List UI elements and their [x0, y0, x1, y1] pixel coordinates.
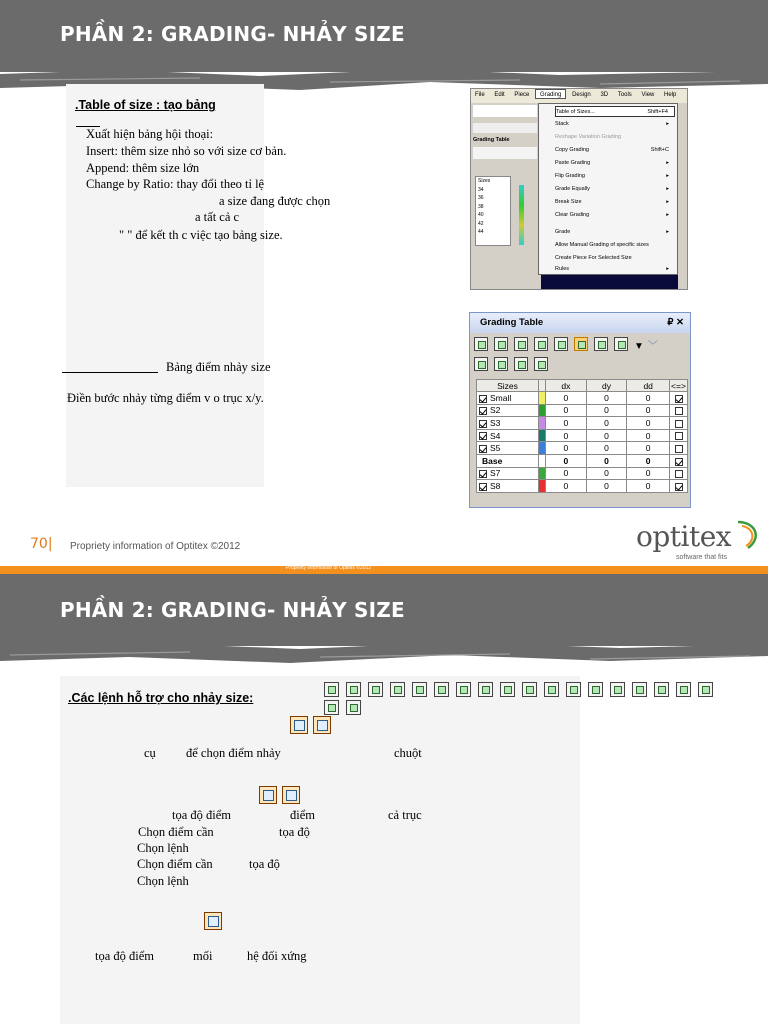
text-line: a size đang được chọn — [219, 194, 331, 208]
submenu-arrow-icon: ▸ — [666, 199, 669, 205]
grading-table — [476, 379, 688, 493]
text-line: Insert: thêm size nhỏ so với size cơ bản. — [86, 144, 287, 158]
edit-grading-icon[interactable] — [494, 357, 508, 371]
size-list-item[interactable]: 40 — [478, 212, 484, 218]
value-cell-dy[interactable]: 0 — [586, 392, 627, 405]
size-checkbox[interactable] — [479, 420, 487, 428]
section-heading: .Table of size : tạo bảng — [75, 98, 216, 112]
text-line: để chọn điểm nhảy — [186, 746, 281, 760]
menu-grading[interactable]: Grading — [535, 89, 566, 99]
text-line: " " để kết th c việc tạo bảng size. — [119, 228, 283, 242]
menu-help[interactable]: Help — [664, 92, 677, 98]
size-list-item[interactable]: 44 — [478, 229, 484, 235]
next-point-button-icon[interactable] — [313, 716, 331, 734]
tool-icon-8[interactable] — [478, 682, 493, 697]
brush-stroke-decoration — [0, 634, 768, 666]
toolbar-row — [473, 147, 537, 159]
symmetry-checkbox[interactable] — [675, 470, 683, 478]
size-checkbox[interactable] — [479, 470, 487, 478]
column-header-sizes: Sizes — [477, 380, 539, 392]
page-number-separator: | — [47, 536, 53, 552]
value-cell-dx[interactable]: 0 — [546, 392, 587, 405]
footer-copyright: Propriety information of Optitex ©2012 — [70, 541, 241, 552]
copy-grading-icon[interactable] — [494, 337, 508, 351]
menu-item-grade[interactable] — [555, 227, 675, 238]
tool-icon-11[interactable] — [544, 682, 559, 697]
size-name-cell[interactable] — [477, 467, 539, 480]
value-cell-dd[interactable]: 0 — [627, 454, 670, 467]
tool-icon-4[interactable] — [390, 682, 405, 697]
text-line: cả trục — [388, 808, 422, 822]
submenu-arrow-icon: ▸ — [666, 121, 669, 127]
page-title: PHẦN 2: GRADING- NHẢY SIZE — [60, 598, 405, 622]
menu-item-table-of-sizes[interactable] — [555, 106, 675, 117]
size-color-swatch — [539, 454, 546, 467]
logo-swoosh-icon — [734, 516, 762, 552]
page-number-value: 70 — [30, 536, 48, 552]
size-name-cell[interactable] — [477, 442, 539, 455]
title-bar — [0, 574, 768, 646]
tool-icon-1[interactable] — [324, 682, 339, 697]
size-color-swatch — [539, 480, 546, 493]
value-cell-dd[interactable]: 0 — [627, 480, 670, 493]
grading-toolbar-row-1 — [474, 335, 688, 353]
menu-item-paste-grading[interactable] — [555, 158, 675, 169]
value-cell-dx[interactable]: 0 — [546, 429, 587, 442]
add-grading-icon[interactable] — [474, 337, 488, 351]
table-row[interactable] — [477, 442, 688, 455]
size-checkbox[interactable] — [479, 395, 487, 403]
text-line: tọa độ điểm — [95, 949, 155, 963]
section-heading: .Các lệnh hỗ trợ cho nhảy size: — [68, 691, 254, 705]
size-name-cell[interactable] — [477, 454, 539, 467]
menu-file[interactable]: File — [475, 92, 485, 98]
symmetry-cell — [670, 454, 688, 467]
next-point-icon[interactable] — [614, 337, 628, 351]
step-line: Chọn điểm cần — [138, 825, 214, 839]
tool-icon-20[interactable] — [346, 700, 361, 715]
tool-icon-7[interactable] — [456, 682, 471, 697]
menu-item-label: Stack — [555, 121, 569, 127]
blank-underline — [62, 372, 158, 373]
size-name-cell[interactable] — [477, 429, 539, 442]
step-line: tọa độ — [249, 857, 280, 871]
size-color-swatch — [539, 392, 546, 405]
symmetry-checkbox[interactable] — [675, 395, 683, 403]
paste-coord-button-icon[interactable] — [282, 786, 300, 804]
color-strip — [519, 185, 524, 245]
tool-icon-17[interactable] — [676, 682, 691, 697]
step-line: Chọn điểm cần — [137, 857, 213, 871]
value-cell-dx[interactable]: 0 — [546, 442, 587, 455]
table-row[interactable] — [477, 454, 688, 467]
grading-table-title: Grading Table — [480, 317, 544, 328]
paste-y-icon[interactable] — [554, 337, 568, 351]
size-color-swatch — [539, 442, 546, 455]
menu-item-label: Break Size — [555, 199, 582, 205]
grading-label: Bảng điểm nhảy size — [166, 360, 271, 374]
symmetry-checkbox[interactable] — [675, 483, 683, 491]
tool-icon-19[interactable] — [324, 700, 339, 715]
size-checkbox[interactable] — [479, 407, 487, 415]
menu-item-label: Clear Grading — [555, 212, 590, 218]
column-header-dy: dy — [586, 380, 627, 392]
menu-item-copy-grading[interactable] — [555, 145, 675, 156]
menu-item-label: Rules — [555, 266, 570, 272]
value-cell-dx[interactable]: 0 — [546, 417, 587, 430]
menu-design[interactable]: Design — [572, 92, 591, 98]
column-header-dd: dd — [627, 380, 670, 392]
value-cell-dd[interactable]: 0 — [627, 429, 670, 442]
value-cell-dx[interactable]: 0 — [546, 480, 587, 493]
left-panel — [471, 103, 541, 290]
band-text: Propriety information of Optitex ©2012 — [286, 565, 372, 571]
column-header-dx: dx — [546, 380, 587, 392]
symmetry-checkbox[interactable] — [675, 458, 683, 466]
optitex-logo — [636, 518, 762, 568]
text-line: Change by Ratio: thay đổi theo tỉ lệ — [86, 177, 265, 191]
value-cell-dx[interactable]: 0 — [546, 467, 587, 480]
chevron-down-icon[interactable]: ﹀ — [647, 341, 658, 352]
value-cell-dd[interactable]: 0 — [627, 442, 670, 455]
size-name: S3 — [490, 417, 501, 428]
right-strip — [678, 103, 688, 290]
size-name-cell[interactable] — [477, 417, 539, 430]
left-panel-title: Grading Table — [473, 137, 510, 143]
symmetry-cell — [670, 480, 688, 493]
size-checkbox[interactable] — [479, 445, 487, 453]
size-color-swatch — [539, 417, 546, 430]
menu-tools[interactable]: Tools — [617, 92, 632, 98]
value-cell-dx[interactable]: 0 — [546, 454, 587, 467]
menu-item-stack[interactable] — [555, 119, 675, 130]
menu-view[interactable]: View — [641, 92, 655, 98]
menu-item-label: Flip Grading — [555, 173, 585, 179]
grading-commands-toolbar — [324, 680, 724, 700]
symmetry-checkbox[interactable] — [675, 407, 683, 415]
menu-item-create-piece[interactable] — [555, 253, 675, 264]
size-name: Small — [490, 392, 512, 403]
size-name: S5 — [490, 443, 501, 454]
text-line: mối — [193, 949, 213, 963]
value-cell-dy[interactable]: 0 — [586, 442, 627, 455]
value-cell-dd[interactable]: 0 — [627, 404, 670, 417]
size-list — [475, 176, 511, 246]
size-name: Base — [482, 455, 503, 466]
tool-icon-9[interactable] — [500, 682, 515, 697]
value-cell-dy[interactable]: 0 — [586, 454, 627, 467]
copy-coord-button-icon[interactable] — [259, 786, 277, 804]
size-color-swatch — [539, 467, 546, 480]
grading-table-titlebar — [470, 313, 691, 333]
submenu-arrow-icon: ▸ — [666, 186, 669, 192]
grid-tool-icon[interactable] — [594, 337, 608, 351]
logo-tagline: software that fits — [676, 554, 727, 561]
symmetry-checkbox[interactable] — [675, 445, 683, 453]
grading-toolbar-row-2 — [474, 355, 688, 373]
menu-item-label: Paste Grading — [555, 160, 591, 166]
value-cell-dd[interactable]: 0 — [627, 417, 670, 430]
menu-item-label: Create Piece For Selected Size — [555, 255, 632, 261]
menu-item-label: Grade — [555, 229, 571, 235]
size-color-swatch — [539, 404, 546, 417]
value-cell-dy[interactable]: 0 — [586, 404, 627, 417]
menu-item-grade-equally[interactable] — [555, 184, 675, 195]
tool-icon-5[interactable] — [412, 682, 427, 697]
menu-item-shortcut: Shift+F4 — [647, 109, 668, 115]
value-cell-dd[interactable]: 0 — [627, 467, 670, 480]
submenu-arrow-icon: ▸ — [666, 160, 669, 166]
size-list-item[interactable]: 36 — [478, 195, 484, 201]
value-cell-dy[interactable]: 0 — [586, 480, 627, 493]
size-name: S4 — [490, 430, 501, 441]
menu-item-allow-manual-grading[interactable] — [555, 240, 675, 251]
tool-icon-2[interactable] — [346, 682, 361, 697]
menu-item-label: Table of Sizes... — [556, 109, 595, 115]
value-cell-dy[interactable]: 0 — [586, 417, 627, 430]
grading-dropdown-menu — [538, 103, 678, 275]
ruler-icon[interactable] — [474, 357, 488, 371]
value-cell-dx[interactable]: 0 — [546, 404, 587, 417]
tool-icon-15[interactable] — [632, 682, 647, 697]
size-list-item[interactable]: 38 — [478, 203, 484, 210]
tool-icon-18[interactable] — [698, 682, 713, 697]
symmetry-cell — [670, 417, 688, 430]
symmetry-cell — [670, 404, 688, 417]
menu-item-rules[interactable] — [555, 264, 675, 274]
tool-icon-10[interactable] — [522, 682, 537, 697]
logo-wordmark: optitex — [636, 520, 732, 553]
table-row[interactable] — [477, 480, 688, 493]
step-line: Chọn lệnh — [137, 841, 189, 855]
value-cell-dy[interactable]: 0 — [586, 467, 627, 480]
size-list-header: Sizes — [478, 178, 491, 184]
symmetry-checkbox[interactable] — [675, 420, 683, 428]
symmetry-cell — [670, 392, 688, 405]
toolbar-row — [473, 105, 537, 117]
size-color-swatch — [539, 429, 546, 442]
page-number — [30, 536, 53, 552]
grading-table-body — [477, 392, 688, 493]
grading-menu-screenshot — [470, 88, 688, 290]
text-line: điểm — [290, 808, 315, 822]
menu-item-label: Copy Grading — [555, 147, 589, 153]
menu-item-break-size[interactable] — [555, 197, 675, 208]
prev-point-button-icon[interactable] — [290, 716, 308, 734]
menu-item-shortcut: Shift+C — [650, 147, 669, 153]
size-name: S7 — [490, 468, 501, 479]
submenu-arrow-icon: ▸ — [666, 173, 669, 179]
menubar — [471, 89, 688, 103]
size-checkbox[interactable] — [479, 432, 487, 440]
menu-item-label: Reshape Variation Grading — [555, 134, 621, 140]
text-line: chuột — [394, 746, 422, 760]
text-line: hệ đối xứng — [247, 949, 307, 963]
symmetry-cell — [670, 467, 688, 480]
size-name: S8 — [490, 480, 501, 491]
orange-divider-band — [0, 566, 768, 574]
size-list-item[interactable]: 34 — [478, 186, 484, 193]
paste-x-icon[interactable] — [534, 337, 548, 351]
table-icon[interactable] — [534, 357, 548, 371]
tool-icon-13[interactable] — [588, 682, 603, 697]
symmetry-cell — [670, 429, 688, 442]
tool-icon-6[interactable] — [434, 682, 449, 697]
menu-edit[interactable]: Edit — [494, 92, 505, 98]
text-line: cụ — [144, 746, 156, 760]
text-line: Xuất hiện bảng hội thoại: — [86, 127, 214, 141]
document-icon[interactable] — [514, 357, 528, 371]
size-name-cell[interactable] — [477, 480, 539, 493]
grading-table-header — [477, 380, 688, 392]
text-line: Append: thêm size lớn — [86, 161, 200, 175]
column-header-color — [539, 380, 546, 392]
text-line: a tất cả c — [195, 210, 240, 224]
table-row[interactable] — [477, 429, 688, 442]
menu-item-label: Allow Manual Grading of specific sizes — [555, 242, 649, 248]
grading-description: Điền bước nhảy từng điểm v o trục x/y. — [67, 391, 264, 405]
table-row[interactable] — [477, 404, 688, 417]
paste-grading-icon[interactable] — [514, 337, 528, 351]
size-name: S2 — [490, 405, 501, 416]
menu-item-flip-grading[interactable] — [555, 171, 675, 182]
value-cell-dd[interactable]: 0 — [627, 392, 670, 405]
size-name-cell[interactable] — [477, 404, 539, 417]
title-bar — [0, 0, 768, 72]
symmetry-button-icon[interactable] — [204, 912, 222, 930]
toolbar-row — [473, 123, 537, 133]
submenu-arrow-icon: ▸ — [666, 229, 669, 235]
menu-item-label: Grade Equally — [555, 186, 590, 192]
size-checkbox[interactable] — [479, 483, 487, 491]
submenu-arrow-icon: ▸ — [666, 212, 669, 218]
dropdown-arrow-icon[interactable]: ▼ — [634, 341, 644, 352]
selected-tool-icon[interactable] — [574, 337, 588, 351]
menu-3d[interactable]: 3D — [600, 92, 609, 98]
table-row[interactable] — [477, 392, 688, 405]
pin-close-icon[interactable]: ₽ ✕ — [667, 317, 684, 328]
grading-table-panel — [469, 312, 691, 508]
table-row[interactable] — [477, 417, 688, 430]
tool-icon-12[interactable] — [566, 682, 581, 697]
text-line: tọa độ điểm — [172, 808, 232, 822]
table-row[interactable] — [477, 467, 688, 480]
step-line: Chọn lệnh — [137, 874, 189, 888]
value-cell-dy[interactable]: 0 — [586, 429, 627, 442]
size-list-item[interactable]: 42 — [478, 220, 484, 227]
symmetry-cell — [670, 442, 688, 455]
tool-icon-16[interactable] — [654, 682, 669, 697]
size-name-cell[interactable] — [477, 392, 539, 405]
menu-item-clear-grading[interactable] — [555, 210, 675, 221]
menu-piece[interactable]: Piece — [514, 92, 530, 98]
symmetry-checkbox[interactable] — [675, 432, 683, 440]
tool-icon-3[interactable] — [368, 682, 383, 697]
step-line: tọa độ — [279, 825, 310, 839]
tool-icon-14[interactable] — [610, 682, 625, 697]
submenu-arrow-icon: ▸ — [666, 266, 669, 272]
menu-item-reshape-variation[interactable] — [555, 132, 675, 143]
column-header-symmetry: <=> — [671, 380, 686, 391]
slide-2 — [0, 574, 768, 1024]
page-title: PHẦN 2: GRADING- NHẢY SIZE — [60, 22, 405, 46]
